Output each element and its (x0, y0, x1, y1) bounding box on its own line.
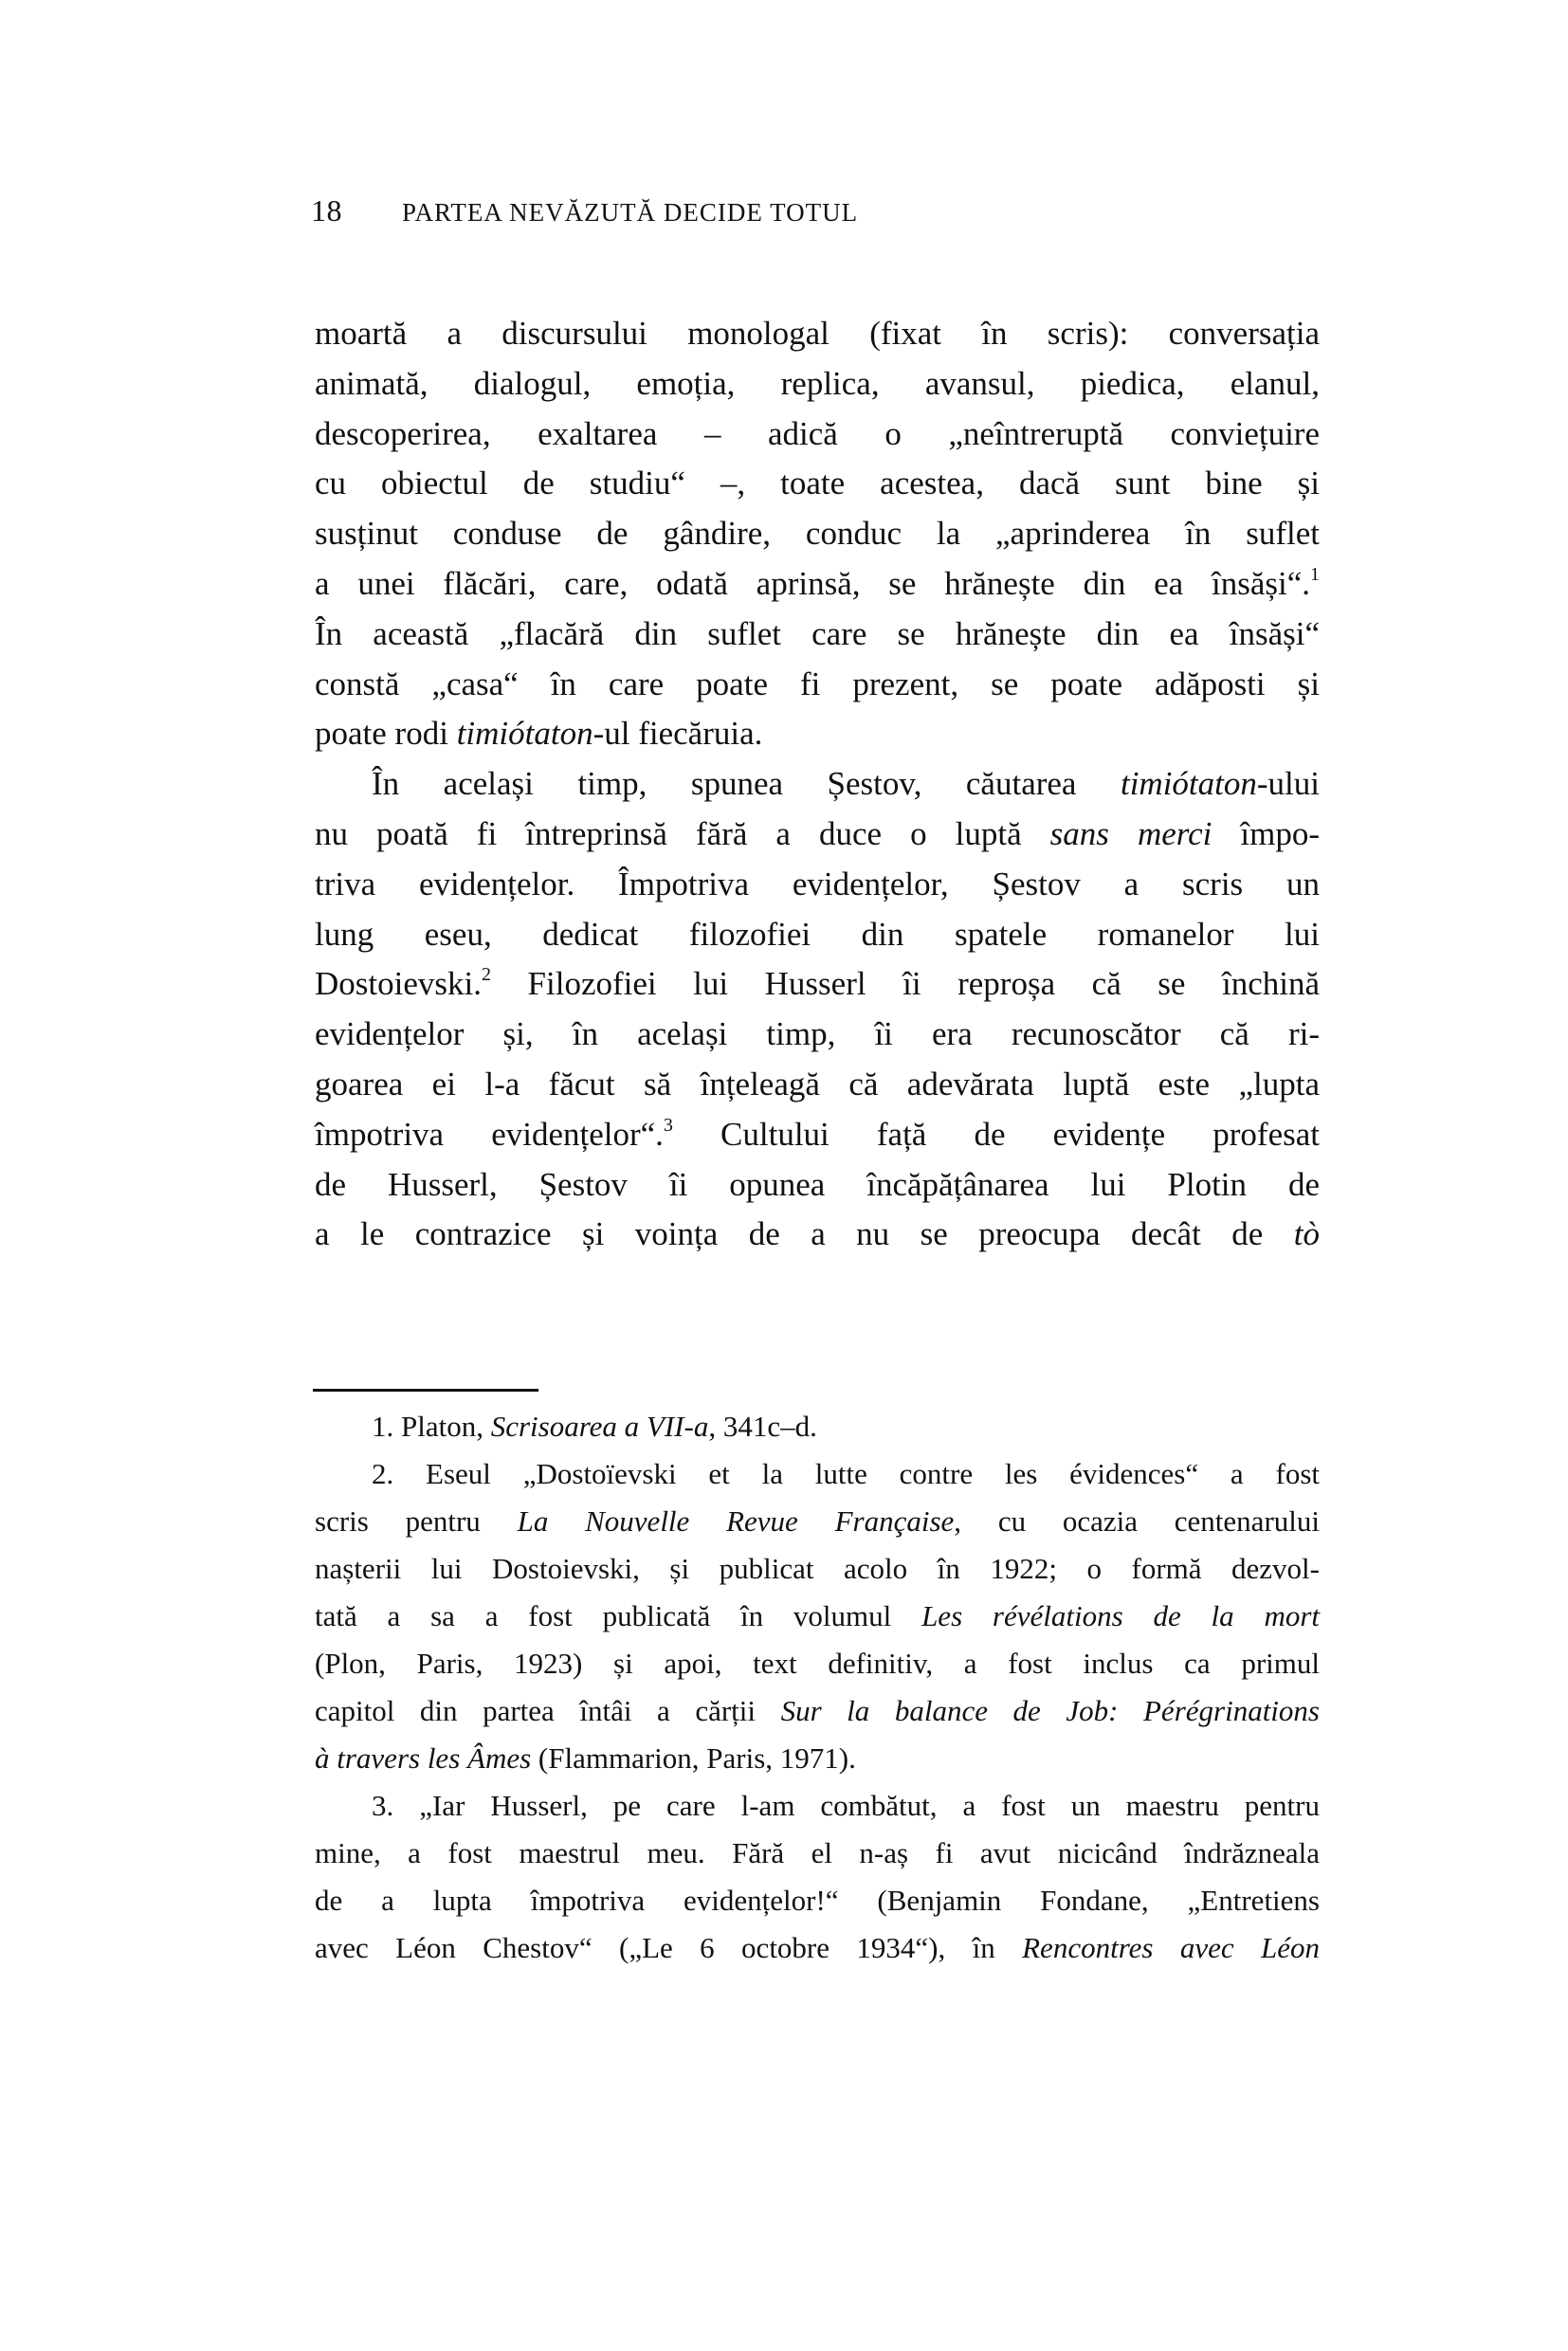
page-number: 18 (311, 193, 342, 228)
italic-title: à travers les Âmes (315, 1741, 532, 1775)
italic-term: timiótaton (456, 715, 593, 753)
footnote-separator (313, 1389, 538, 1392)
footnote-ref-2[interactable]: 2 (481, 964, 491, 986)
footnote-line (315, 1877, 1320, 1924)
footnote-line (315, 1593, 1320, 1640)
footnote-1 (315, 1403, 1320, 1450)
italic-title: Scrisoarea a VII-a (490, 1410, 709, 1443)
body-line (315, 410, 1320, 460)
body-line (315, 759, 1320, 810)
footnote-ref-3[interactable]: 3 (663, 1114, 673, 1136)
body-line (315, 459, 1320, 509)
line-text: În același timp, spunea Șestov, căutarea (372, 765, 1121, 803)
running-head-title: PARTEA NEVĂZUTĂ DECIDE TOTUL (402, 198, 859, 227)
footnote-3 (315, 1782, 1320, 1830)
line-text: -ul fiecăruia. (593, 715, 763, 753)
line-text: poate rodi (315, 715, 457, 753)
body-line (315, 1010, 1320, 1060)
body-line (315, 910, 1320, 960)
line-text: constă „casa“ în care poate fi prezent, se poate adăposti și (315, 665, 1320, 702)
line-text: capitol din partea întâi a cărții (315, 1694, 781, 1727)
line-text: animată, dialogul, emoția, replica, avansul, piedica, elanul, (315, 364, 1320, 402)
line-text: descoperirea, exaltarea – adică o „neîntreruptă conviețuire (315, 414, 1320, 452)
line-text: scris pentru (315, 1504, 518, 1538)
running-head (311, 193, 858, 228)
line-text: , 341c–d. (708, 1410, 817, 1443)
line-text: de Husserl, Șestov îi opunea încăpățânarea lui Plotin de (315, 1165, 1320, 1203)
body-line (315, 1110, 1320, 1160)
line-text: tată a sa a fost publicată în volumul (315, 1599, 922, 1632)
line-text: mine, a fost maestrul meu. Fără el n-aș fi avut nicicând îndrăzneala (315, 1836, 1320, 1869)
footnotes (315, 1403, 1320, 1972)
footnote-line (315, 1830, 1320, 1877)
footnote-number: 1. (372, 1410, 394, 1443)
line-text: moartă a discursului monologal (fixat în scris): conversația (315, 315, 1320, 352)
footnote-number: 2. (372, 1457, 394, 1490)
footnote-line (315, 1687, 1320, 1735)
footnote-ref-1[interactable]: 1 (1310, 563, 1320, 585)
footnote-number: 3. (372, 1789, 394, 1822)
body-line (315, 559, 1320, 610)
italic-term: timiótaton (1120, 765, 1257, 803)
line-text: goarea ei l-a făcut să înțeleagă că adevărata luptă este „lupta (315, 1065, 1320, 1103)
line-text: „Iar Husserl, pe care l-am combătut, a fost un maestru pentru (393, 1789, 1320, 1822)
body-line (315, 810, 1320, 860)
line-text: Eseul „Dostoïevski et la lutte contre les évidences“ a fost (393, 1457, 1320, 1490)
footnote-line (315, 1640, 1320, 1687)
footnote-line (315, 1545, 1320, 1593)
line-text: lung eseu, dedicat filozofiei din spatele romanelor lui (315, 915, 1320, 953)
line-text: (Flammarion, Paris, 1971). (531, 1741, 856, 1775)
body-text (315, 309, 1320, 1260)
body-line (315, 509, 1320, 559)
line-text: Platon, (393, 1410, 491, 1443)
line-text: Filozofiei lui Husserl îi reproșa că se închină (490, 965, 1320, 1003)
line-text: evidențelor și, în același timp, îi era recunoscător că ri- (315, 1015, 1320, 1053)
body-line (315, 860, 1320, 910)
line-text: (Plon, Paris, 1923) și apoi, text definitiv, a fost inclus ca primul (315, 1647, 1320, 1680)
italic-title: La Nouvelle Revue Française (517, 1504, 955, 1538)
line-text: Dostoievski. (315, 965, 482, 1003)
line-text: cu obiectul de studiu“ –, toate acestea, dacă sunt bine și (315, 465, 1320, 502)
italic-title: Sur la balance de Job: Pérégrinations (780, 1694, 1320, 1727)
body-line (315, 359, 1320, 410)
italic-title: Les révélations de la mort (921, 1599, 1321, 1632)
line-text: a le contrazice și voința de a nu se preocupa decât de (315, 1215, 1294, 1253)
line-text: În această „flacără din suflet care se hrănește din ea însăși“ (315, 614, 1320, 652)
body-line (315, 1060, 1320, 1110)
body-line (315, 1210, 1320, 1260)
footnote-line (315, 1924, 1320, 1972)
line-text: , cu ocazia centenarului (954, 1504, 1320, 1538)
italic-title: Rencontres avec Léon (1022, 1931, 1320, 1964)
body-line (315, 610, 1320, 660)
line-text: avec Léon Chestov“ („Le 6 octobre 1934“), în (315, 1931, 1023, 1964)
body-line (315, 309, 1320, 359)
italic-term: tò (1293, 1215, 1320, 1253)
body-line (315, 660, 1320, 710)
body-line (315, 959, 1320, 1010)
body-line (315, 1160, 1320, 1211)
line-text: nu poată fi întreprinsă fără a duce o luptă (315, 814, 1050, 852)
footnote-line (315, 1498, 1320, 1545)
footnote-2 (315, 1450, 1320, 1498)
line-text: triva evidențelor. Împotriva evidențelor, Șestov a scris un (315, 865, 1320, 902)
line-text: susținut conduse de gândire, conduc la „aprinderea în suflet (315, 515, 1320, 553)
line-text: -ului (1256, 765, 1320, 803)
line-text: a unei flăcări, care, odată aprinsă, se hrănește din ea însăși“. (315, 564, 1310, 602)
line-text: Cultului față de evidențe profesat (672, 1115, 1320, 1153)
line-text: de a lupta împotriva evidențelor!“ (Benjamin Fondane, „Entretiens (315, 1884, 1320, 1917)
footnote-line (315, 1735, 1320, 1782)
italic-term: sans merci (1049, 814, 1212, 852)
line-text: împotriva evidențelor“. (315, 1115, 664, 1153)
body-line (315, 709, 1320, 759)
line-text: nașterii lui Dostoievski, și publicat acolo în 1922; o formă dezvol- (315, 1552, 1320, 1585)
line-text: împo- (1212, 814, 1321, 852)
